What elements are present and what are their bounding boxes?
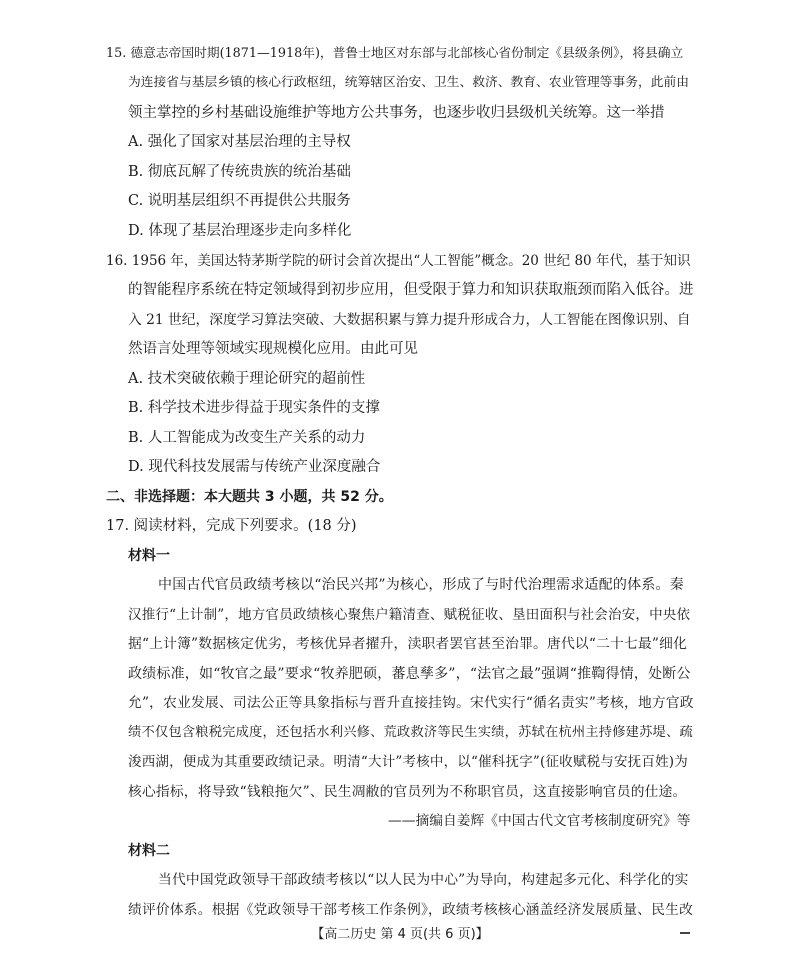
page-footer: 【高二历史 第 4 页(共 6 页)】 bbox=[311, 927, 489, 942]
section-2-header: 二、非选择题：本大题共 3 小题，共 52 分。 bbox=[106, 489, 393, 505]
q16-option-d: D. 现代科技发展需与传统产业深度融合 bbox=[128, 459, 381, 475]
material-1-line-3: 据“上计簿”数据核定优劣，考核优异者擢升，渎职者罢官甚至治罪。唐代以“二十七最”细化 bbox=[128, 636, 688, 652]
q16-line-2: 的智能程序系统在特定领域得到初步应用，但受限于算力和知识获取瓶颈而陷入低谷。进 bbox=[128, 282, 694, 298]
q15-option-b: B. 彻底瓦解了传统贵族的统治基础 bbox=[128, 164, 351, 180]
material-1-line-2: 汉推行“上计制”，地方官员政绩核心聚焦户籍清查、赋税征收、垦田面积与社会治安，中央依 bbox=[128, 607, 691, 623]
q16-line-4: 然语言处理等领域实现规模化应用。由此可见 bbox=[128, 341, 418, 357]
material-1-line-8: 核心指标，将导致“钱粮拖欠”、民生凋敝的官员列为不称职官员，这直接影响官员的仕途。 bbox=[128, 784, 687, 800]
material-2-title: 材料二 bbox=[128, 843, 170, 859]
material-1-source: ——摘编自姜辉《中国古代文官考核制度研究》等 bbox=[388, 813, 691, 829]
q16-option-b: B. 科学技术进步得益于现实条件的支撑 bbox=[128, 400, 380, 416]
material-2-line-2: 绩评价体系。根据《党政领导干部考核工作条例》，政绩考核核心涵盖经济发展质量、民生改 bbox=[128, 902, 694, 918]
q15-line-1: 15. 德意志帝国时期(1871—1918年)，普鲁士地区对东部与北部核心省份制定《县级条例》，将县确立 bbox=[106, 46, 684, 61]
q17-stem: 17. 阅读材料，完成下列要求。(18 分) bbox=[106, 518, 357, 534]
q15-option-d: D. 体现了基层治理逐步走向多样化 bbox=[128, 223, 352, 239]
q16-option-a: A. 技术突破依赖于理论研究的超前性 bbox=[128, 371, 366, 387]
q15-option-a: A. 强化了国家对基层治理的主导权 bbox=[128, 134, 351, 150]
material-2-line-1: 当代中国党政领导干部政绩考核以“以人民为中心”为导向，构建起多元化、科学化的实 bbox=[158, 872, 689, 888]
corner-dash-mark bbox=[680, 932, 690, 934]
material-1-line-4: 政绩标准，如“牧官之最”要求“牧养肥硕，蕃息孳多”，“法官之最”强调“推鞫得情，处断公 bbox=[128, 666, 691, 682]
material-1-line-1: 中国古代官员政绩考核以“治民兴邦”为核心，形成了与时代治理需求适配的体系。秦 bbox=[158, 577, 684, 593]
q16-line-1: 16. 1956 年，美国达特茅斯学院的研讨会首次提出“人工智能”概念。20 世纪 80 年代，基于知识 bbox=[106, 253, 691, 269]
material-1-line-5: 允”，农业发展、司法公正等具象指标与晋升直接挂钩。宋代实行“循名责实”考核，地方官政 bbox=[128, 695, 694, 711]
material-1-line-7: 浚西湖，便成为其重要政绩记录。明清“大计”考核中，以“催科抚字”(征收赋税与安抚百姓)为 bbox=[128, 754, 688, 770]
q15-line-2: 为连接省与基层乡镇的核心行政枢纽，统筹辖区治安、卫生、救济、教育、农业管理等事务，此前由 bbox=[128, 75, 689, 90]
q16-line-3: 入 21 世纪，深度学习算法突破、大数据积累与算力提升形成合力，人工智能在图像识别、自 bbox=[128, 312, 691, 328]
q15-option-c: C. 说明基层组织不再提供公共服务 bbox=[128, 193, 351, 209]
material-1-title: 材料一 bbox=[128, 548, 170, 564]
q16-option-c: B. 人工智能成为改变生产关系的动力 bbox=[128, 430, 366, 446]
q15-line-3: 领主掌控的乡村基础设施维护等地方公共事务，也逐步收归县级机关统筹。这一举措 bbox=[128, 105, 665, 121]
material-1-line-6: 绩不仅包含粮税完成度，还包括水利兴修、荒政救济等民生实绩，苏轼在杭州主持修建苏堤、疏 bbox=[128, 725, 693, 740]
